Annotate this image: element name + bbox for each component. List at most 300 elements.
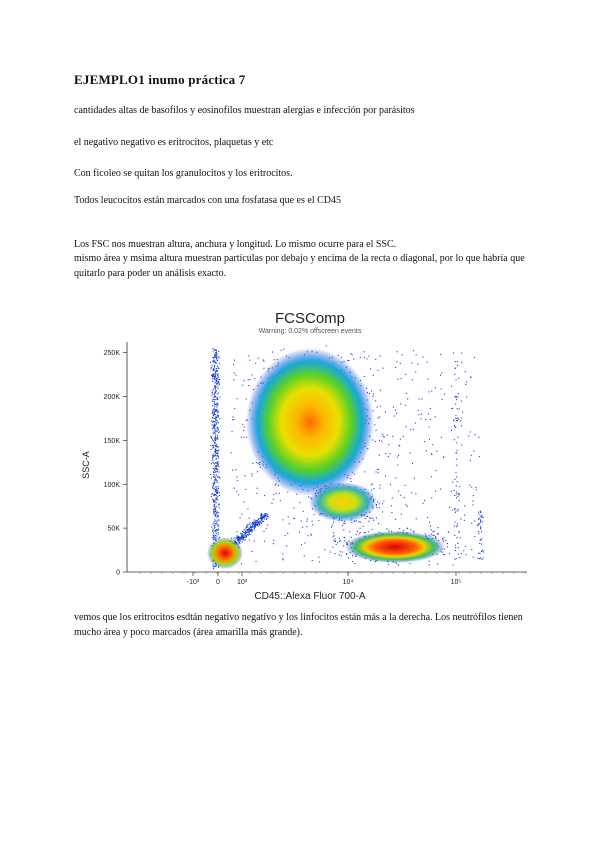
event-dot bbox=[215, 386, 216, 387]
event-dot bbox=[213, 415, 214, 416]
event-dot bbox=[455, 415, 456, 416]
event-dot bbox=[373, 375, 374, 376]
event-dot bbox=[219, 504, 220, 505]
event-dot bbox=[213, 566, 214, 567]
event-dot bbox=[452, 510, 453, 511]
event-dot bbox=[216, 488, 217, 489]
event-dot bbox=[215, 511, 216, 512]
event-dot bbox=[360, 528, 361, 529]
event-dot bbox=[212, 493, 213, 494]
event-dot bbox=[215, 462, 216, 463]
event-dot bbox=[213, 454, 214, 455]
event-dot bbox=[212, 417, 213, 418]
event-dot bbox=[214, 521, 215, 522]
event-dot bbox=[218, 392, 219, 393]
event-dot bbox=[282, 519, 283, 520]
event-dot bbox=[259, 524, 260, 525]
event-dot bbox=[476, 489, 477, 490]
event-dot bbox=[233, 379, 234, 380]
event-dot bbox=[372, 396, 373, 397]
event-dot bbox=[215, 471, 216, 472]
event-dot bbox=[210, 436, 211, 437]
event-dot bbox=[434, 531, 435, 532]
event-dot bbox=[401, 378, 402, 379]
y-axis-label: SSC-A bbox=[80, 451, 91, 479]
event-dot bbox=[247, 508, 248, 509]
event-dot bbox=[456, 510, 457, 511]
event-dot bbox=[459, 494, 460, 495]
event-dot bbox=[243, 430, 244, 431]
event-dot bbox=[468, 436, 469, 437]
event-dot bbox=[217, 476, 218, 477]
event-dot bbox=[482, 521, 483, 522]
event-dot bbox=[454, 509, 455, 510]
event-dot bbox=[400, 439, 401, 440]
event-dot bbox=[215, 392, 216, 393]
event-dot bbox=[413, 350, 414, 351]
event-dot bbox=[254, 541, 255, 542]
event-dot bbox=[218, 519, 219, 520]
event-dot bbox=[403, 530, 404, 531]
event-dot bbox=[249, 530, 250, 531]
event-dot bbox=[480, 512, 481, 513]
event-dot bbox=[212, 487, 213, 488]
event-dot bbox=[455, 545, 456, 546]
event-dot bbox=[389, 453, 390, 454]
event-dot bbox=[213, 462, 214, 463]
event-dot bbox=[218, 415, 219, 416]
event-dot bbox=[216, 466, 217, 467]
event-dot bbox=[215, 510, 216, 511]
event-dot bbox=[364, 471, 365, 472]
event-dot bbox=[344, 537, 345, 538]
event-dot bbox=[431, 391, 432, 392]
event-dot bbox=[407, 506, 408, 507]
event-dot bbox=[236, 537, 237, 538]
event-dot bbox=[244, 532, 245, 533]
event-dot bbox=[429, 439, 430, 440]
event-dot bbox=[472, 501, 473, 502]
event-dot bbox=[214, 374, 215, 375]
event-dot bbox=[453, 420, 454, 421]
event-dot bbox=[478, 512, 479, 513]
event-dot bbox=[234, 360, 235, 361]
event-dot bbox=[214, 421, 215, 422]
event-dot bbox=[451, 386, 452, 387]
event-dot bbox=[274, 359, 275, 360]
event-dot bbox=[417, 364, 418, 365]
event-dot bbox=[232, 431, 233, 432]
event-dot bbox=[376, 430, 377, 431]
event-dot bbox=[368, 521, 369, 522]
event-dot bbox=[410, 429, 411, 430]
event-dot bbox=[398, 565, 399, 566]
event-dot bbox=[216, 506, 217, 507]
event-dot bbox=[392, 436, 393, 437]
event-dot bbox=[405, 504, 406, 505]
event-dot bbox=[418, 414, 419, 415]
event-dot bbox=[318, 520, 319, 521]
event-dot bbox=[215, 375, 216, 376]
event-dot bbox=[217, 465, 218, 466]
event-dot bbox=[246, 437, 247, 438]
event-dot bbox=[213, 445, 214, 446]
event-dot bbox=[353, 359, 354, 360]
event-dot bbox=[457, 420, 458, 421]
event-dot bbox=[473, 495, 474, 496]
event-dot bbox=[242, 531, 243, 532]
event-dot bbox=[237, 535, 238, 536]
event-dot bbox=[447, 543, 448, 544]
event-dot bbox=[213, 389, 214, 390]
event-dot bbox=[301, 544, 302, 545]
event-dot bbox=[342, 525, 343, 526]
event-dot bbox=[333, 522, 334, 523]
event-dot bbox=[459, 486, 460, 487]
event-dot bbox=[480, 520, 481, 521]
event-dot bbox=[217, 455, 218, 456]
event-dot bbox=[253, 526, 254, 527]
event-dot bbox=[455, 508, 456, 509]
event-dot bbox=[219, 384, 220, 385]
event-dot bbox=[314, 514, 315, 515]
event-dot bbox=[483, 517, 484, 518]
event-dot bbox=[215, 445, 216, 446]
event-dot bbox=[379, 503, 380, 504]
event-dot bbox=[456, 420, 457, 421]
event-dot bbox=[405, 374, 406, 375]
event-dot bbox=[477, 558, 478, 559]
event-dot bbox=[392, 497, 393, 498]
event-dot bbox=[424, 441, 425, 442]
event-dot bbox=[213, 495, 214, 496]
event-dot bbox=[455, 550, 456, 551]
event-dot bbox=[213, 373, 214, 374]
event-dot bbox=[470, 377, 471, 378]
event-dot bbox=[216, 350, 217, 351]
event-dot bbox=[332, 547, 333, 548]
event-dot bbox=[466, 397, 467, 398]
event-dot bbox=[465, 371, 466, 372]
event-dot bbox=[387, 529, 388, 530]
event-dot bbox=[215, 387, 216, 388]
event-dot bbox=[415, 423, 416, 424]
event-dot bbox=[267, 516, 268, 517]
event-dot bbox=[456, 442, 457, 443]
event-dot bbox=[460, 518, 461, 519]
event-dot bbox=[382, 503, 383, 504]
event-dot bbox=[262, 514, 263, 515]
event-dot bbox=[456, 396, 457, 397]
event-dot bbox=[469, 485, 470, 486]
event-dot bbox=[333, 535, 334, 536]
event-dot bbox=[246, 536, 247, 537]
event-dot bbox=[387, 435, 388, 436]
event-dot bbox=[383, 500, 384, 501]
event-dot bbox=[481, 559, 482, 560]
event-dot bbox=[478, 514, 479, 515]
event-dot bbox=[421, 418, 422, 419]
event-dot bbox=[216, 356, 217, 357]
event-dot bbox=[217, 410, 218, 411]
event-dot bbox=[480, 540, 481, 541]
event-dot bbox=[216, 531, 217, 532]
event-dot bbox=[246, 527, 247, 528]
event-dot bbox=[217, 492, 218, 493]
event-dot bbox=[482, 516, 483, 517]
event-dot bbox=[264, 531, 265, 532]
event-dot bbox=[483, 551, 484, 552]
event-dot bbox=[347, 360, 348, 361]
event-dot bbox=[336, 544, 337, 545]
event-dot bbox=[354, 521, 355, 522]
event-dot bbox=[218, 534, 219, 535]
event-dot bbox=[217, 532, 218, 533]
event-dot bbox=[237, 480, 238, 481]
event-dot bbox=[216, 404, 217, 405]
event-dot bbox=[214, 424, 215, 425]
event-dot bbox=[218, 367, 219, 368]
event-dot bbox=[214, 483, 215, 484]
event-dot bbox=[241, 437, 242, 438]
event-dot bbox=[379, 440, 380, 441]
event-dot bbox=[258, 519, 259, 520]
event-dot bbox=[211, 437, 212, 438]
event-dot bbox=[447, 546, 448, 547]
event-dot bbox=[398, 455, 399, 456]
event-dot bbox=[359, 533, 360, 534]
event-dot bbox=[464, 520, 465, 521]
event-dot bbox=[215, 477, 216, 478]
event-dot bbox=[213, 476, 214, 477]
event-dot bbox=[219, 363, 220, 364]
event-dot bbox=[458, 532, 459, 533]
y-tick-label: 150K bbox=[103, 437, 120, 445]
event-dot bbox=[454, 559, 455, 560]
event-dot bbox=[431, 476, 432, 477]
event-dot bbox=[304, 542, 305, 543]
event-dot bbox=[268, 516, 269, 517]
event-dot bbox=[405, 405, 406, 406]
event-dot bbox=[395, 367, 396, 368]
event-dot bbox=[264, 495, 265, 496]
event-dot bbox=[213, 512, 214, 513]
x-tick-label: 10⁵ bbox=[450, 579, 462, 586]
event-dot bbox=[443, 457, 444, 458]
event-dot bbox=[212, 457, 213, 458]
event-dot bbox=[264, 516, 265, 517]
event-dot bbox=[212, 455, 213, 456]
event-dot bbox=[400, 403, 401, 404]
event-dot bbox=[279, 493, 280, 494]
event-dot bbox=[213, 447, 214, 448]
event-dot bbox=[372, 483, 373, 484]
event-dot bbox=[246, 399, 247, 400]
event-dot bbox=[212, 499, 213, 500]
event-dot bbox=[449, 553, 450, 554]
event-dot bbox=[259, 518, 260, 519]
event-dot bbox=[388, 564, 389, 565]
event-dot bbox=[218, 466, 219, 467]
event-dot bbox=[398, 491, 399, 492]
event-dot bbox=[454, 526, 455, 527]
event-dot bbox=[466, 381, 467, 382]
event-dot bbox=[240, 537, 241, 538]
event-dot bbox=[237, 540, 238, 541]
event-dot bbox=[442, 539, 443, 540]
event-dot bbox=[214, 511, 215, 512]
event-dot bbox=[216, 458, 217, 459]
event-dot bbox=[242, 385, 243, 386]
event-dot bbox=[473, 451, 474, 452]
event-dot bbox=[217, 446, 218, 447]
event-dot bbox=[474, 357, 475, 358]
event-dot bbox=[360, 522, 361, 523]
event-dot bbox=[215, 377, 216, 378]
event-dot bbox=[249, 528, 250, 529]
event-dot bbox=[245, 528, 246, 529]
event-dot bbox=[217, 412, 218, 413]
event-dot bbox=[215, 389, 216, 390]
event-dot bbox=[430, 419, 431, 420]
event-dot bbox=[457, 437, 458, 438]
event-dot bbox=[397, 379, 398, 380]
event-dot bbox=[307, 535, 308, 536]
event-dot bbox=[218, 453, 219, 454]
event-dot bbox=[216, 453, 217, 454]
event-dot bbox=[456, 379, 457, 380]
event-dot bbox=[379, 488, 380, 489]
event-dot bbox=[451, 491, 452, 492]
event-dot bbox=[214, 470, 215, 471]
event-dot bbox=[213, 441, 214, 442]
event-dot bbox=[215, 354, 216, 355]
event-dot bbox=[455, 547, 456, 548]
event-dot bbox=[376, 471, 377, 472]
event-dot bbox=[218, 429, 219, 430]
event-dot bbox=[215, 494, 216, 495]
event-dot bbox=[372, 518, 373, 519]
event-dot bbox=[255, 520, 256, 521]
event-dot bbox=[248, 518, 249, 519]
event-dot bbox=[214, 480, 215, 481]
event-dot bbox=[213, 474, 214, 475]
event-dot bbox=[211, 375, 212, 376]
event-dot bbox=[403, 436, 404, 437]
event-dot bbox=[215, 371, 216, 372]
event-dot bbox=[245, 533, 246, 534]
event-dot bbox=[379, 417, 380, 418]
event-dot bbox=[212, 401, 213, 402]
event-dot bbox=[212, 445, 213, 446]
event-dot bbox=[214, 463, 215, 464]
event-dot bbox=[376, 507, 377, 508]
event-dot bbox=[456, 497, 457, 498]
event-dot bbox=[217, 450, 218, 451]
event-dot bbox=[475, 434, 476, 435]
event-dot bbox=[216, 502, 217, 503]
event-dot bbox=[307, 518, 308, 519]
event-dot bbox=[465, 546, 466, 547]
event-dot bbox=[217, 398, 218, 399]
chart-subtitle: Warning: 0.02% offscreen events bbox=[258, 328, 362, 335]
event-dot bbox=[458, 510, 459, 511]
event-dot bbox=[213, 399, 214, 400]
event-dot bbox=[213, 432, 214, 433]
event-dot bbox=[219, 397, 220, 398]
document-title: EJEMPLO1 inumo práctica 7 bbox=[74, 72, 246, 87]
event-dot bbox=[397, 457, 398, 458]
event-dot bbox=[398, 445, 399, 446]
event-dot bbox=[455, 368, 456, 369]
event-dot bbox=[482, 550, 483, 551]
event-dot bbox=[217, 416, 218, 417]
event-dot bbox=[213, 537, 214, 538]
event-dot bbox=[339, 554, 340, 555]
event-dot bbox=[244, 537, 245, 538]
event-dot bbox=[214, 506, 215, 507]
event-dot bbox=[463, 550, 464, 551]
event-dot bbox=[212, 370, 213, 371]
event-dot bbox=[218, 458, 219, 459]
event-dot bbox=[462, 412, 463, 413]
monocyte-cluster bbox=[309, 482, 377, 522]
erythrocyte-cluster bbox=[207, 537, 243, 569]
event-dot bbox=[214, 508, 215, 509]
event-dot bbox=[218, 486, 219, 487]
event-dot bbox=[216, 481, 217, 482]
event-dot bbox=[266, 518, 267, 519]
event-dot bbox=[443, 541, 444, 542]
event-dot bbox=[214, 401, 215, 402]
event-dot bbox=[480, 526, 481, 527]
event-dot bbox=[215, 373, 216, 374]
event-dot bbox=[379, 455, 380, 456]
event-dot bbox=[211, 463, 212, 464]
event-dot bbox=[456, 399, 457, 400]
event-dot bbox=[273, 540, 274, 541]
event-dot bbox=[214, 472, 215, 473]
event-dot bbox=[243, 540, 244, 541]
event-dot bbox=[351, 522, 352, 523]
event-dot bbox=[416, 518, 417, 519]
event-dot bbox=[475, 487, 476, 488]
event-dot bbox=[215, 422, 216, 423]
event-dot bbox=[251, 527, 252, 528]
event-dot bbox=[473, 556, 474, 557]
event-dot bbox=[263, 518, 264, 519]
event-dot bbox=[217, 435, 218, 436]
event-dot bbox=[299, 502, 300, 503]
event-dot bbox=[215, 486, 216, 487]
event-dot bbox=[255, 524, 256, 525]
event-dot bbox=[258, 358, 259, 359]
event-dot bbox=[214, 431, 215, 432]
event-dot bbox=[214, 505, 215, 506]
event-dot bbox=[213, 524, 214, 525]
event-dot bbox=[452, 482, 453, 483]
event-dot bbox=[212, 424, 213, 425]
event-dot bbox=[370, 368, 371, 369]
event-dot bbox=[212, 529, 213, 530]
event-dot bbox=[218, 379, 219, 380]
event-dot bbox=[244, 475, 245, 476]
event-dot bbox=[252, 529, 253, 530]
event-dot bbox=[275, 485, 276, 486]
event-dot bbox=[257, 522, 258, 523]
event-dot bbox=[306, 526, 307, 527]
event-dot bbox=[214, 378, 215, 379]
